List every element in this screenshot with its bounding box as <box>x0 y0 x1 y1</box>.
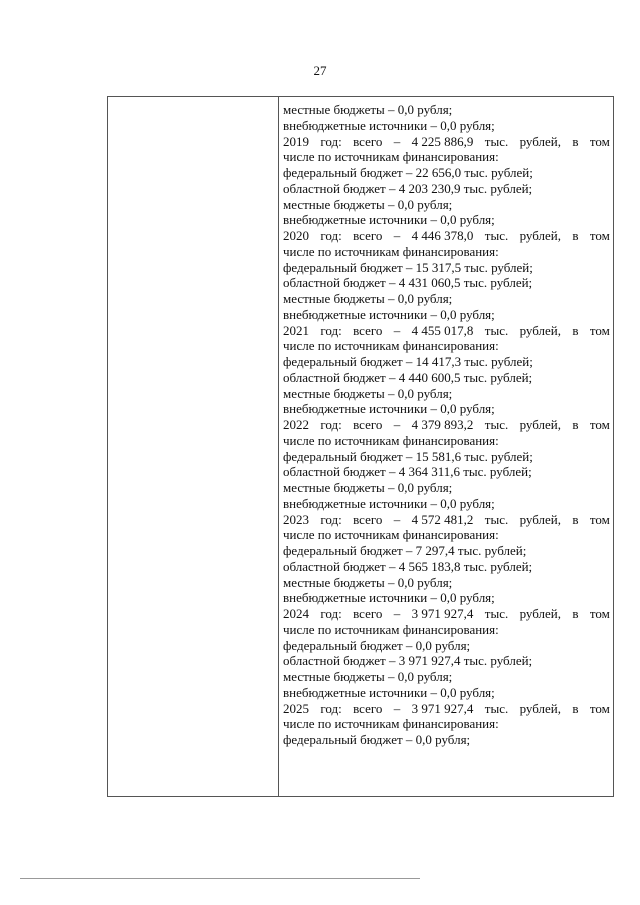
text-line: федеральный бюджет – 0,0 рубля; <box>283 637 471 653</box>
line-word: 4 379 893,2 <box>411 417 474 432</box>
line-word: в <box>572 700 579 716</box>
text-line: областной бюджет – 4 565 183,8 тыс. рублей; <box>283 558 533 574</box>
line-word: тыс. <box>484 133 509 149</box>
line-word: всего <box>353 228 383 243</box>
text-line: внебюджетные источники – 0,0 рубля; <box>283 401 495 417</box>
line-word: рублей, <box>519 133 562 149</box>
text-line: внебюджетные источники – 0,0 рубля; <box>283 306 495 322</box>
text-line: областной бюджет – 3 971 927,4 тыс. рублей; <box>283 653 533 669</box>
line-word: год: <box>320 700 342 716</box>
line-word: в <box>572 228 579 243</box>
document-table <box>107 96 614 797</box>
text-line <box>283 134 610 150</box>
line-word: том <box>589 322 610 338</box>
line-word: 2020 <box>283 228 309 243</box>
line-word: том <box>589 606 610 621</box>
text-line <box>283 512 610 528</box>
line-word: тыс. <box>484 322 509 338</box>
text-line: областной бюджет – 4 440 600,5 тыс. рублей; <box>283 369 533 385</box>
line-word: в <box>572 133 579 149</box>
line-word: всего <box>353 417 383 432</box>
line-word: тыс. <box>484 228 509 243</box>
line-word: всего <box>353 511 383 527</box>
text-line: местные бюджеты – 0,0 рубля; <box>283 574 453 590</box>
text-line <box>283 701 610 717</box>
text-line: внебюджетные источники – 0,0 рубля; <box>283 212 495 228</box>
text-line: федеральный бюджет – 14 417,3 тыс. рублей; <box>283 354 533 369</box>
text-line: внебюджетные источники – 0,0 рубля; <box>283 495 495 511</box>
text-line: числе по источникам финансирования: <box>283 243 499 259</box>
line-word: 2019 <box>283 133 309 149</box>
line-word: 2023 <box>283 511 309 527</box>
line-word: 4 572 481,2 <box>411 511 474 527</box>
text-line: областной бюджет – 4 203 230,9 тыс. рублей; <box>283 180 533 196</box>
line-word: – <box>393 228 401 243</box>
text-line: федеральный бюджет – 15 317,5 тыс. рублей; <box>283 259 533 275</box>
text-line: местные бюджеты – 0,0 рубля; <box>283 480 453 495</box>
line-word: всего <box>353 700 383 716</box>
text-line: числе по источникам финансирования: <box>283 432 499 448</box>
page-number: 27 <box>313 63 327 78</box>
line-word: 3 971 927,4 <box>411 700 474 716</box>
line-word: том <box>589 511 610 527</box>
line-word: 2025 <box>283 700 309 716</box>
text-line <box>283 417 610 433</box>
line-word: – <box>393 133 401 149</box>
text-line: местные бюджеты – 0,0 рубля; <box>283 385 453 401</box>
text-line <box>283 228 610 244</box>
text-line: числе по источникам финансирования: <box>283 716 499 732</box>
line-word: – <box>393 606 401 621</box>
line-word: 4 225 886,9 <box>411 133 474 149</box>
line-word: 2024 <box>283 606 309 621</box>
text-line: местные бюджеты – 0,0 рубля; <box>283 102 453 117</box>
line-word: том <box>589 417 610 432</box>
text-line: числе по источникам финансирования: <box>283 149 499 165</box>
line-word: год: <box>320 511 342 527</box>
text-line <box>283 323 610 339</box>
text-line: числе по источникам финансирования: <box>283 527 499 543</box>
line-word: год: <box>320 228 342 243</box>
line-word: тыс. <box>484 606 509 621</box>
table-right-cell <box>283 102 610 748</box>
line-word: тыс. <box>484 700 509 716</box>
line-word: год: <box>320 417 342 432</box>
line-word: том <box>589 700 610 716</box>
text-line: местные бюджеты – 0,0 рубля; <box>283 291 453 306</box>
text-line: областной бюджет – 4 364 311,6 тыс. рублей; <box>283 464 532 480</box>
text-line: внебюджетные источники – 0,0 рубля; <box>283 684 495 700</box>
line-word: тыс. <box>484 511 509 527</box>
line-word: в <box>572 511 579 527</box>
text-line: внебюджетные источники – 0,0 рубля; <box>283 590 495 606</box>
table-left-cell <box>108 97 279 796</box>
footer-rule <box>20 878 420 879</box>
text-line: местные бюджеты – 0,0 рубля; <box>283 196 453 212</box>
line-word: год: <box>320 133 342 149</box>
line-word: тыс. <box>484 417 509 432</box>
text-line: федеральный бюджет – 0,0 рубля; <box>283 732 471 747</box>
line-word: – <box>393 417 401 432</box>
text-line: областной бюджет – 4 431 060,5 тыс. рублей; <box>283 275 533 291</box>
text-line <box>283 606 610 622</box>
line-word: рублей, <box>519 606 562 621</box>
line-word: рублей, <box>519 511 562 527</box>
line-word: всего <box>353 606 383 621</box>
line-word: в <box>572 606 579 621</box>
line-word: том <box>589 133 610 149</box>
line-word: – <box>393 511 401 527</box>
line-word: год: <box>320 606 342 621</box>
line-word: 4 446 378,0 <box>411 228 474 243</box>
line-word: – <box>393 700 401 716</box>
line-word: рублей, <box>519 700 562 716</box>
text-line: числе по источникам финансирования: <box>283 621 499 637</box>
text-line: внебюджетные источники – 0,0 рубля; <box>283 117 495 133</box>
text-line: федеральный бюджет – 15 581,6 тыс. рублей; <box>283 448 533 464</box>
text-line: числе по источникам финансирования: <box>283 338 499 354</box>
line-word: в <box>572 322 579 338</box>
line-word: в <box>572 417 579 432</box>
line-word: всего <box>353 133 383 149</box>
line-word: – <box>393 322 401 338</box>
line-word: 3 971 927,4 <box>411 606 474 621</box>
text-line: местные бюджеты – 0,0 рубля; <box>283 669 453 684</box>
text-line: федеральный бюджет – 7 297,4 тыс. рублей; <box>283 543 527 558</box>
line-word: год: <box>320 322 342 338</box>
line-word: 4 455 017,8 <box>411 322 474 338</box>
text-line: федеральный бюджет – 22 656,0 тыс. рублей; <box>283 165 533 180</box>
line-word: том <box>589 228 610 243</box>
line-word: 2022 <box>283 417 309 432</box>
line-word: рублей, <box>519 228 562 243</box>
line-word: 2021 <box>283 322 309 338</box>
line-word: рублей, <box>519 417 562 432</box>
line-word: рублей, <box>519 322 562 338</box>
line-word: всего <box>353 322 383 338</box>
